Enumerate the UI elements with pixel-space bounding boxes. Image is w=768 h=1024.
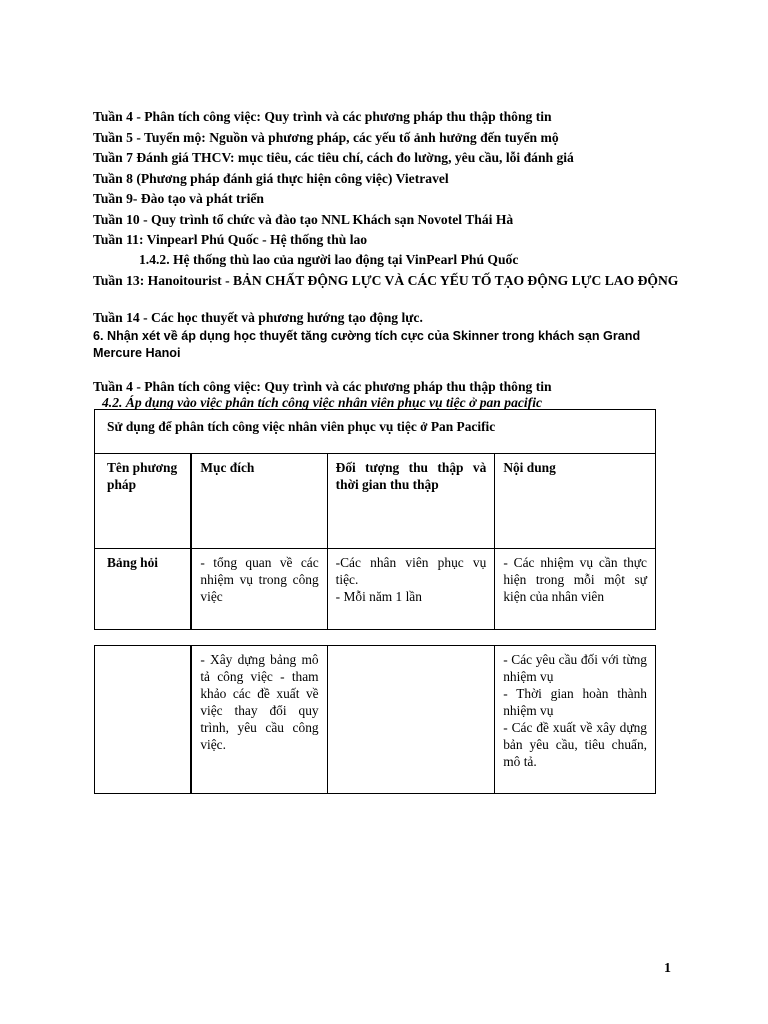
line-tuan-10: Tuần 10 - Quy trình tổ chức và đào tạo NNL Khách sạn Novotel Thái Hà bbox=[93, 212, 514, 227]
cell2-content-line-2: - Thời gian hoàn thành nhiệm vụ bbox=[503, 686, 647, 718]
cell-content: - Các nhiệm vụ cần thực hiện trong mỗi một sự kiện của nhân viên bbox=[495, 549, 656, 630]
line-tuan-9: Tuần 9- Đào tạo và phát triển bbox=[93, 191, 264, 206]
cell2-content-line-1: - Các yêu cầu đối với từng nhiệm vụ bbox=[503, 652, 647, 684]
cell2-subject bbox=[327, 646, 495, 794]
table-caption: Sử dụng để phân tích công việc nhân viên phục vụ tiệc ở Pan Pacific bbox=[95, 410, 656, 454]
cell2-purpose: - Xây dựng bảng mô tả công việc - tham khảo các đề xuất về việc thay đổi quy trình, yêu cầu công việc. bbox=[191, 646, 327, 794]
cell2-content-line-3: - Các đề xuất về xây dựng bản yêu cầu, tiêu chuẩn, mô tả. bbox=[503, 720, 647, 769]
line-tuan-4: Tuần 4 - Phân tích công việc: Quy trình và các phương pháp thu thập thông tin bbox=[93, 109, 552, 124]
page-number: 1 bbox=[664, 961, 671, 976]
line-skinner: 6. Nhận xét về áp dụng học thuyết tăng cường tích cực của Skinner trong khách sạn Grand Mercure Hanoi bbox=[93, 329, 641, 360]
header-subject: Đối tượng thu thập và thời gian thu thập bbox=[327, 454, 495, 549]
cell2-method bbox=[95, 646, 192, 794]
header-method: Tên phương pháp bbox=[95, 454, 192, 549]
analysis-table-2 bbox=[94, 645, 656, 794]
header-content: Nội dung bbox=[495, 454, 656, 549]
cell-method: Bảng hỏi bbox=[95, 549, 192, 630]
section-heading-4-2: 4.2. Áp dụng vào việc phân tích công việc nhân viên phục vụ tiệc ở pan pacific bbox=[102, 395, 543, 410]
cell-purpose: - tổng quan về các nhiệm vụ trong công việc bbox=[191, 549, 327, 630]
line-tuan-13: Tuần 13: Hanoitourist - BẢN CHẤT ĐỘNG LỰC VÀ CÁC YẾU TỐ TẠO ĐỘNG LỰC LAO ĐỘNG bbox=[93, 273, 679, 288]
line-tuan-4-repeat: Tuần 4 - Phân tích công việc: Quy trình và các phương pháp thu thập thông tin bbox=[93, 379, 552, 394]
header-purpose: Mục đích bbox=[191, 454, 327, 549]
cell-subject-line-1: -Các nhân viên phục vụ tiệc. bbox=[335, 555, 487, 587]
analysis-table-1 bbox=[94, 409, 656, 630]
cell-subject-line-2: - Mỗi năm 1 lần bbox=[335, 589, 422, 604]
line-tuan-5: Tuần 5 - Tuyển mộ: Nguồn và phương pháp, các yếu tố ảnh hưởng đến tuyển mộ bbox=[93, 130, 559, 145]
cell-subject bbox=[327, 549, 495, 630]
line-tuan-14: Tuần 14 - Các học thuyết và phương hướng tạo động lực. bbox=[93, 310, 423, 325]
line-tuan-11: Tuần 11: Vinpearl Phú Quốc - Hệ thống thù lao bbox=[93, 232, 368, 247]
cell2-content bbox=[495, 646, 656, 794]
line-1-4-2: 1.4.2. Hệ thống thù lao của người lao động tại VinPearl Phú Quốc bbox=[139, 252, 519, 267]
line-tuan-8: Tuần 8 (Phương pháp đánh giá thực hiện công việc) Vietravel bbox=[93, 171, 449, 186]
line-tuan-7: Tuần 7 Đánh giá THCV: mục tiêu, các tiêu chí, cách đo lường, yêu cầu, lỗi đánh giá bbox=[93, 150, 574, 165]
